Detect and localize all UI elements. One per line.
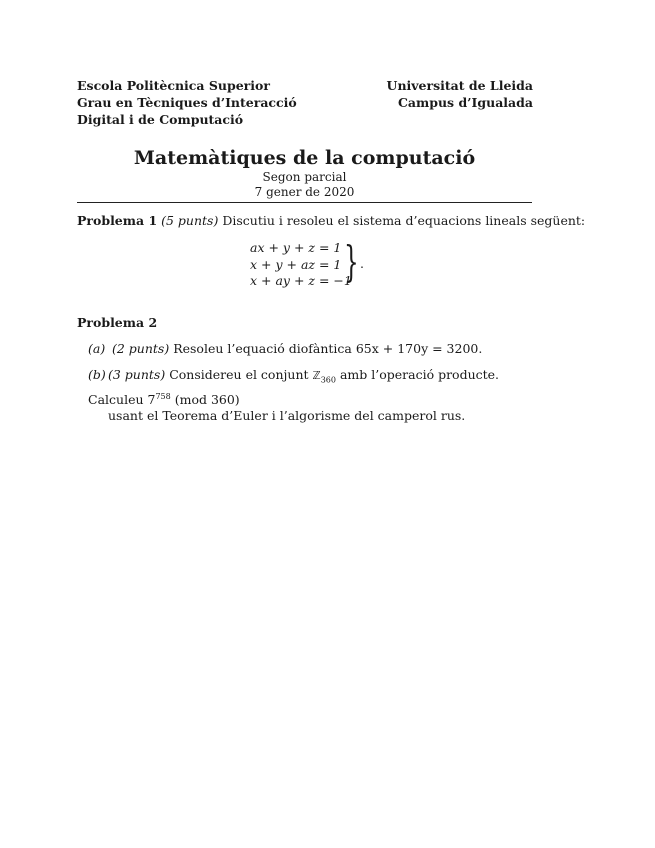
problem-2-item-a <box>88 341 482 357</box>
document-subtitle: Segon parcial <box>262 170 347 184</box>
title-rule <box>77 202 532 203</box>
exponent: 758 <box>155 391 171 401</box>
right-brace: } <box>344 237 359 286</box>
problem-1-points: (5 punts) <box>161 213 219 228</box>
header-right-line: Universitat de Lleida <box>386 78 533 93</box>
header-left-line: Grau en Tècniques d’Interacció <box>77 95 297 110</box>
header-right <box>387 77 533 111</box>
document-date: 7 gener de 2020 <box>254 185 355 199</box>
problem-1-text: Discutiu i resoleu el sistema d’equacions lineals següent: <box>222 213 586 228</box>
problem-2-label: Problema 2 <box>77 315 158 330</box>
set-subscript: 360 <box>320 375 336 385</box>
header-left <box>77 77 297 128</box>
header-left-line: Digital i de Computació <box>77 112 244 127</box>
set-symbol: ℤ <box>312 369 321 382</box>
equation-line: x + y + az = 1 <box>250 256 342 272</box>
equation-line: ax + y + z = 1 <box>250 240 342 255</box>
document-title: Matemàtiques de la computació <box>133 147 476 169</box>
item-b-text-2: amb l’operació producte. Calculeu 7 <box>88 367 500 407</box>
system-end-dot: . <box>360 256 364 271</box>
item-b-points: (3 punts) <box>108 367 166 382</box>
item-b-text-1: Considereu el conjunt <box>169 367 309 382</box>
item-a-points: (2 punts) <box>111 341 170 356</box>
header-right-line: Campus d’Igualada <box>397 95 533 110</box>
header-left-line: Escola Politècnica Superior <box>77 78 270 93</box>
problem-1-statement <box>77 213 585 228</box>
equation-system <box>250 240 352 290</box>
problem-1-label: Problema 1 <box>77 213 158 228</box>
title-block <box>77 146 532 200</box>
item-b-label: (b) <box>88 367 106 382</box>
item-a-text: Resoleu l’equació diofàntica 65x + 170y = 3200. <box>173 341 483 356</box>
item-a-label: (a) <box>88 341 106 356</box>
item-b-line-2: usant el Teorema d’Euler i l’algorisme del camperol rus. <box>108 407 466 423</box>
item-b-text-3: (mod 360) <box>174 391 240 407</box>
equation-line: x + ay + z = −1 <box>250 273 352 288</box>
problem-2-item-b <box>88 367 548 424</box>
